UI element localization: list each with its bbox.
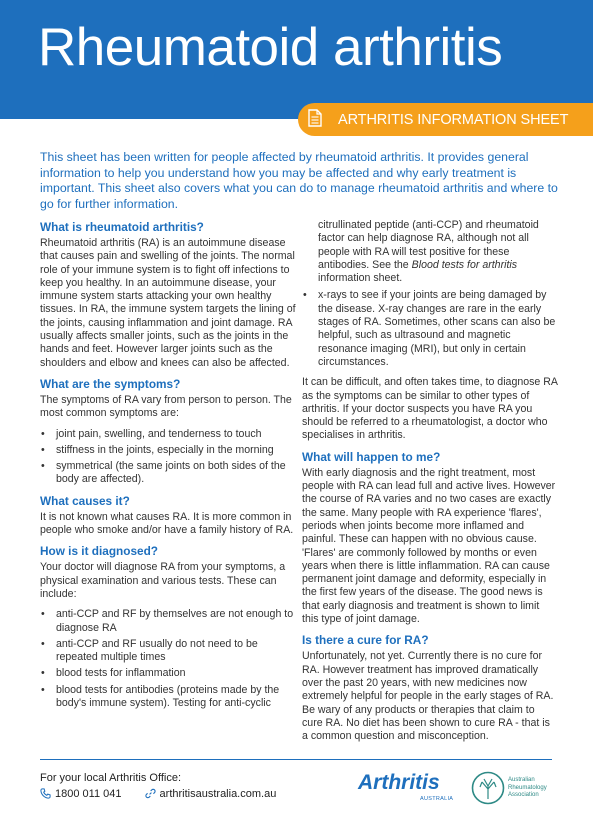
website-link[interactable]: arthritisaustralia.com.au bbox=[159, 788, 277, 800]
intro-paragraph: This sheet has been written for people affected by rheumatoid arthritis. It provides general information to help you understand how you may be affected and why early treatment is important. This sheet also covers what you can do to manage rheumatoid arthritis and where to go for further information. bbox=[40, 150, 558, 211]
continued-paragraph bbox=[302, 219, 558, 285]
ara-logo bbox=[471, 768, 561, 808]
section-paragraph: It is not known what causes RA. It is more common in people who smoke and/or have a family history of RA. bbox=[40, 510, 294, 537]
continued-text-end: information sheet. bbox=[318, 272, 403, 285]
continued-text: citrullinated peptide (anti-CCP) and rheumatoid factor can help diagnose RA, although not all people with RA will test positive for these antibodies. See the bbox=[318, 219, 539, 271]
section-heading: Is there a cure for RA? bbox=[302, 633, 429, 648]
diagnosis-list bbox=[40, 608, 296, 710]
list-item: • blood tests for antibodies (proteins made by the body's immune system). Testing for anti-cyclic bbox=[40, 684, 296, 711]
office-label: For your local Arthritis Office: bbox=[40, 772, 182, 784]
banner-label: ARTHRITIS INFORMATION SHEET bbox=[338, 112, 569, 128]
phone-icon bbox=[40, 788, 51, 799]
list-item: • symmetrical (the same joints on both sides of the body are affected). bbox=[40, 460, 296, 487]
section-heading: What is rheumatoid arthritis? bbox=[40, 220, 204, 234]
section-paragraph: With early diagnosis and the right treatment, most people with RA can lead full and active lives. However the course of RA varies and no two cases are exactly the same. Many people with RA experience 'flares', periods when joints become more inflamed and painful. These can happen with no obvious cause. 'Flares' are commonly followed by months or even years when there is little inflammation. RA can cause permanent joint damage and deformity, especially in the first few years of the disease. The good news is that early diagnosis and treatment is shown to limit this type of joint damage. bbox=[302, 466, 556, 626]
document-icon bbox=[308, 109, 322, 127]
footer-divider bbox=[40, 759, 552, 760]
section-paragraph: Rheumatoid arthritis (RA) is an autoimmune disease that causes pain and swelling of the joints. The normal role of your immune system is to fight off infections to keep you healthy. In an autoimmune disease, your immune system starts attacking your own healthy tissues. In RA, the immune system targets the lining of the joints, causing inflammation and joint damage. RA usually affects smaller joints, such as the joints in the hands and feet. However larger joints such as the shoulders and elbow and knees can also be affected. bbox=[40, 237, 296, 369]
phone-number[interactable]: 1800 011 041 bbox=[55, 788, 122, 800]
arthritis-australia-logo bbox=[356, 770, 462, 810]
logo-wordmark: Arthritis bbox=[358, 771, 440, 794]
list-item: • joint pain, swelling, and tenderness to touch bbox=[40, 428, 296, 441]
link-icon bbox=[145, 788, 156, 799]
contact-row bbox=[40, 787, 276, 801]
diagnosis-list-continued bbox=[302, 289, 558, 369]
section-paragraph: Unfortunately, not yet. Currently there is no cure for RA. However treatment has improved dramatically over the past 20 years, with new medicines now extremely helpful for people in the early stages of RA. Be wary of any products or therapies that claim to cure RA. No diet has been shown to cure RA - that is a common question and misconception. bbox=[302, 650, 554, 743]
symptoms-list bbox=[40, 428, 296, 487]
section-heading: What will happen to me? bbox=[302, 449, 441, 464]
section-heading: What causes it? bbox=[40, 493, 130, 508]
header-banner bbox=[0, 0, 593, 119]
right-column bbox=[302, 219, 558, 750]
section-heading: How is it diagnosed? bbox=[40, 544, 158, 559]
list-item: • x-rays to see if your joints are being damaged by the disease. X-ray changes are rare in the early stages of RA. Sometimes, other scans can also be helpful, such as ultrasound and magnetic resonance imaging (MRI), but only in certain circumstances. bbox=[302, 289, 558, 369]
section-paragraph: It can be difficult, and often takes time, to diagnose RA as the symptoms can be similar to other types of arthritis. If your doctor suspects you have RA you should be referred to a rheumatologist, a doctor who specialises in arthritis. bbox=[302, 376, 558, 442]
section-heading: What are the symptoms? bbox=[40, 376, 181, 391]
ara-text: Australian Rheumatology Association bbox=[508, 777, 547, 798]
list-item: • anti-CCP and RF usually do not need to be repeated multiple times bbox=[40, 638, 296, 665]
section-paragraph: The symptoms of RA vary from person to person. The most common symptoms are: bbox=[40, 393, 292, 420]
left-column bbox=[40, 220, 296, 717]
page-title: Rheumatoid arthritis bbox=[38, 18, 503, 77]
list-item: • blood tests for inflammation bbox=[40, 667, 296, 680]
list-item: • anti-CCP and RF by themselves are not enough to diagnose RA bbox=[40, 608, 296, 635]
section-paragraph: Your doctor will diagnose RA from your symptoms, a physical examination and various tests. These can include: bbox=[40, 561, 286, 600]
logo-subtitle: AUSTRALIA bbox=[420, 796, 454, 802]
blood-tests-reference: Blood tests for arthritis bbox=[411, 258, 518, 271]
tree-icon bbox=[471, 771, 505, 805]
list-item: • stiffness in the joints, especially in the morning bbox=[40, 444, 296, 457]
